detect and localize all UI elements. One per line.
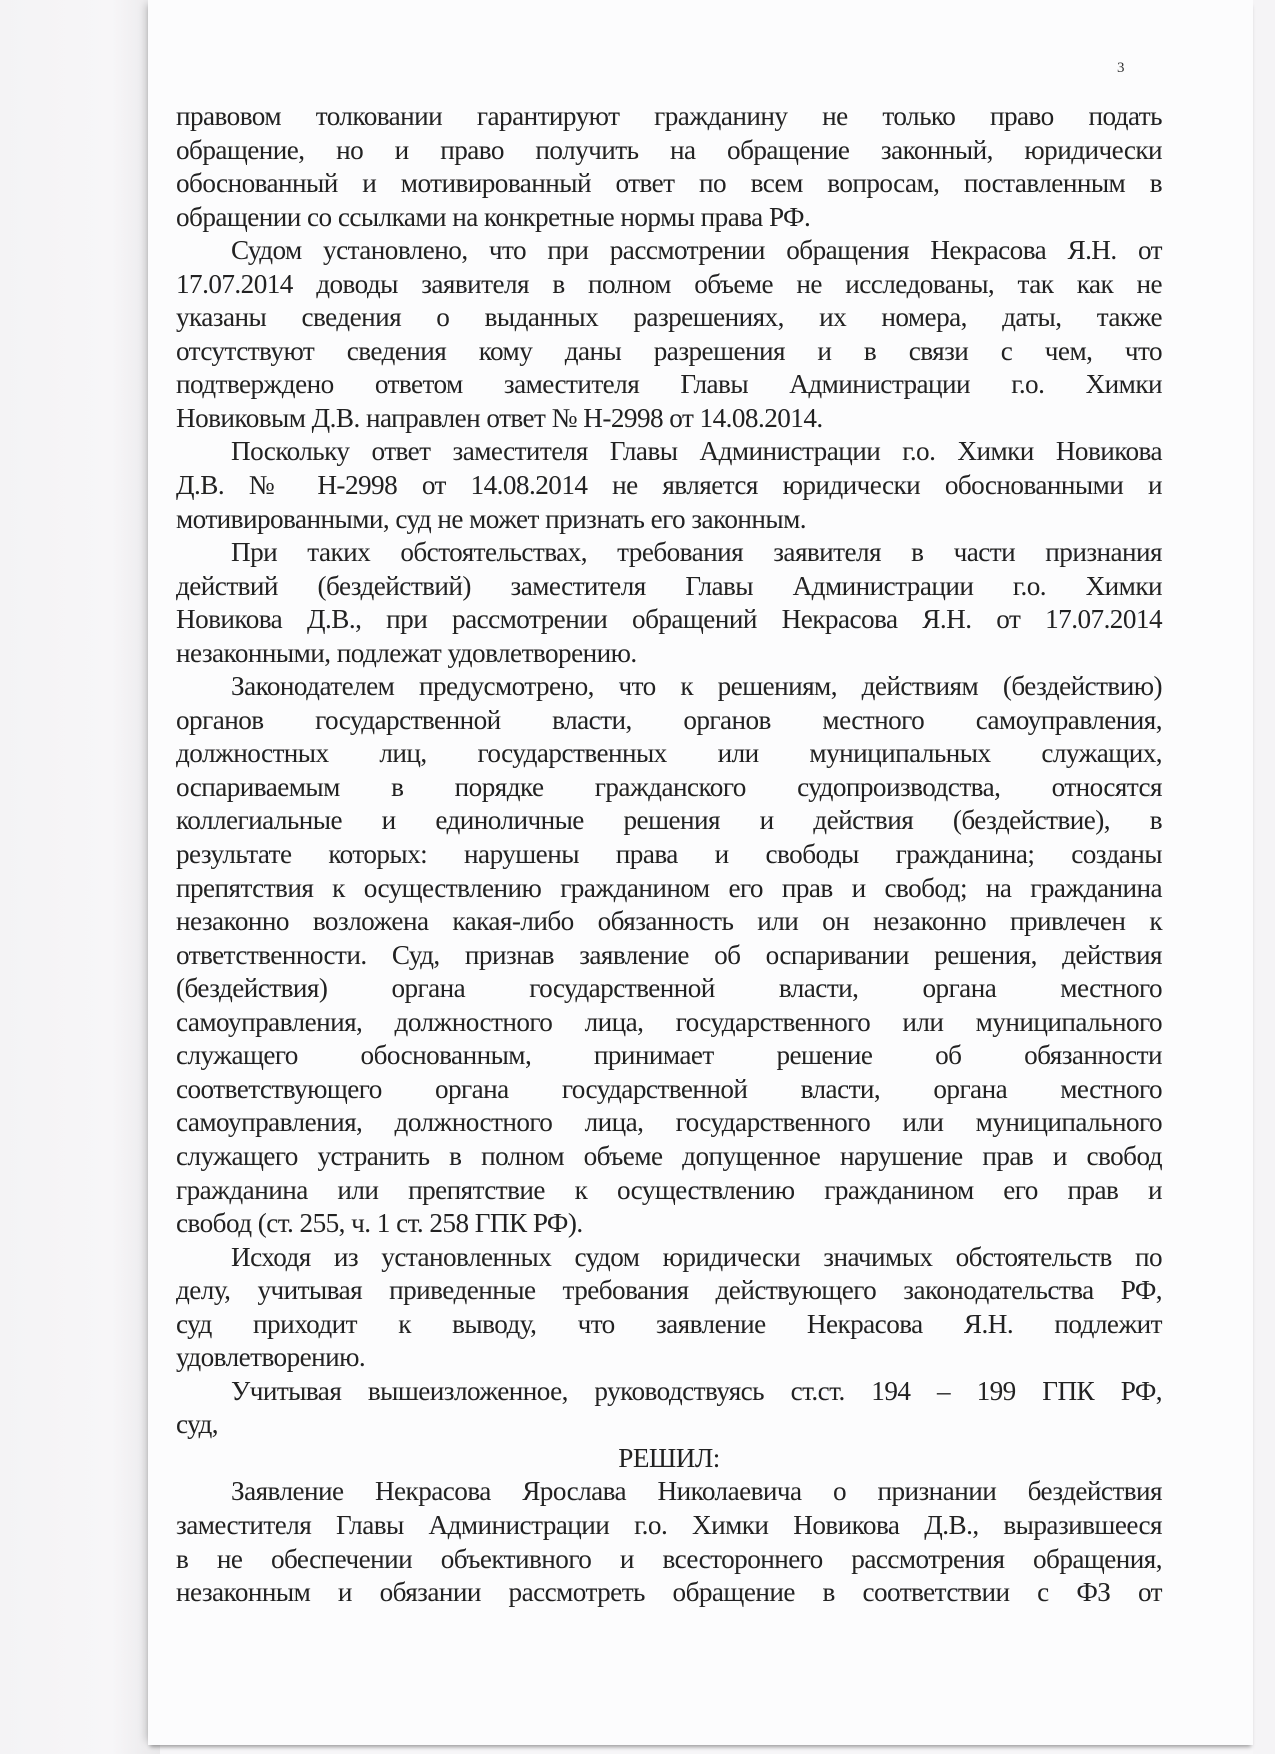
text-line: результате которых: нарушены права и свободы гражданина; созданы (176, 839, 1162, 870)
text-line: отсутствуют сведения кому даны разрешения и в связи с чем, что (176, 335, 1162, 366)
text-line: Исходя из установленных судом юридически значимых обстоятельств по (231, 1241, 1162, 1272)
text-line: Законодателем предусмотрено, что к решениям, действиям (бездействию) (231, 671, 1162, 702)
text-line: обоснованный и мотивированный ответ по всем вопросам, поставленным в (176, 168, 1162, 199)
section-heading: РЕШИЛ: (618, 1442, 720, 1473)
text-line: Новиковым Д.В. направлен ответ № Н-2998 от 14.08.2014. (176, 402, 823, 433)
text-line: действий (бездействий) заместителя Главы Администрации г.о. Химки (176, 570, 1162, 601)
text-line: коллегиальные и единоличные решения и действия (бездействие), в (176, 805, 1162, 836)
text-line: должностных лиц, государственных или муниципальных служащих, (176, 738, 1162, 769)
text-line: служащего обоснованным, принимает решение об обязанности (176, 1040, 1162, 1071)
text-line: незаконными, подлежат удовлетворению. (176, 637, 637, 668)
text-line: суд, (176, 1409, 219, 1440)
text-line: Новикова Д.В., при рассмотрении обращений Некрасова Я.Н. от 17.07.2014 (176, 604, 1162, 635)
text-line: соответствующего органа государственной власти, органа местного (176, 1073, 1162, 1104)
scan-background-right (1253, 0, 1275, 1754)
underlying-page-edge (0, 0, 160, 1754)
text-line: Д.В. № Н-2998 от 14.08.2014 не является юридически обоснованными и (176, 470, 1162, 501)
text-line: (бездействия) органа государственной власти, органа местного (176, 973, 1162, 1004)
text-line: органов государственной власти, органов местного самоуправления, (176, 704, 1162, 735)
text-line: Поскольку ответ заместителя Главы Администрации г.о. Химки Новикова (231, 436, 1162, 467)
text-line: оспариваемым в порядке гражданского судопроизводства, относятся (176, 771, 1162, 802)
text-line: указаны сведения о выданных разрешениях, их номера, даты, также (176, 302, 1162, 333)
text-line: правовом толковании гарантируют гражданину не только право подать (176, 101, 1162, 131)
text-line: подтверждено ответом заместителя Главы Администрации г.о. Химки (176, 369, 1162, 400)
text-line: незаконным и обязании рассмотреть обращение в соответствии с ФЗ от (176, 1577, 1162, 1608)
text-line: При таких обстоятельствах, требования заявителя в части признания (231, 537, 1162, 568)
text-line: свобод (ст. 255, ч. 1 ст. 258 ГПК РФ). (176, 1208, 583, 1239)
text-line: самоуправления, должностного лица, государственного или муниципального (176, 1006, 1162, 1037)
text-line: незаконно возложена какая-либо обязанность или он незаконно привлечен к (176, 906, 1162, 937)
text-line: препятствия к осуществлению гражданином его прав и свобод; на гражданина (176, 872, 1162, 903)
text-line: Заявление Некрасова Ярослава Николаевича о признании бездействия (231, 1476, 1162, 1507)
text-line: Учитывая вышеизложенное, руководствуясь ст.ст. 194 – 199 ГПК РФ, (231, 1375, 1162, 1406)
text-line: суд приходит к выводу, что заявление Некрасова Я.Н. подлежит (176, 1308, 1162, 1339)
text-line: 17.07.2014 доводы заявителя в полном объеме не исследованы, так как не (176, 268, 1162, 299)
text-line: самоуправления, должностного лица, государственного или муниципального (176, 1107, 1162, 1138)
text-line: мотивированными, суд не может признать его законным. (176, 503, 806, 534)
document-body (176, 100, 1162, 1610)
text-line: ответственности. Суд, признав заявление об оспаривании решения, действия (176, 939, 1162, 970)
text-line: Судом установлено, что при рассмотрении обращения Некрасова Я.Н. от (231, 235, 1162, 266)
text-line: заместителя Главы Администрации г.о. Химки Новикова Д.В., выразившееся (176, 1509, 1162, 1540)
text-line: служащего устранить в полном объеме допущенное нарушение прав и свобод (176, 1140, 1162, 1171)
text-line: обращении со ссылками на конкретные нормы права РФ. (176, 201, 811, 232)
text-line: делу, учитывая приведенные требования действующего законодательства РФ, (176, 1275, 1162, 1306)
text-line: обращение, но и право получить на обращение законный, юридически (176, 134, 1162, 165)
text-line: в не обеспечении объективного и всестороннего рассмотрения обращения, (176, 1543, 1162, 1574)
text-line: гражданина или препятствие к осуществлению гражданином его прав и (176, 1174, 1162, 1205)
text-line: удовлетворению. (176, 1342, 366, 1373)
page-number: 3 (1117, 60, 1125, 76)
